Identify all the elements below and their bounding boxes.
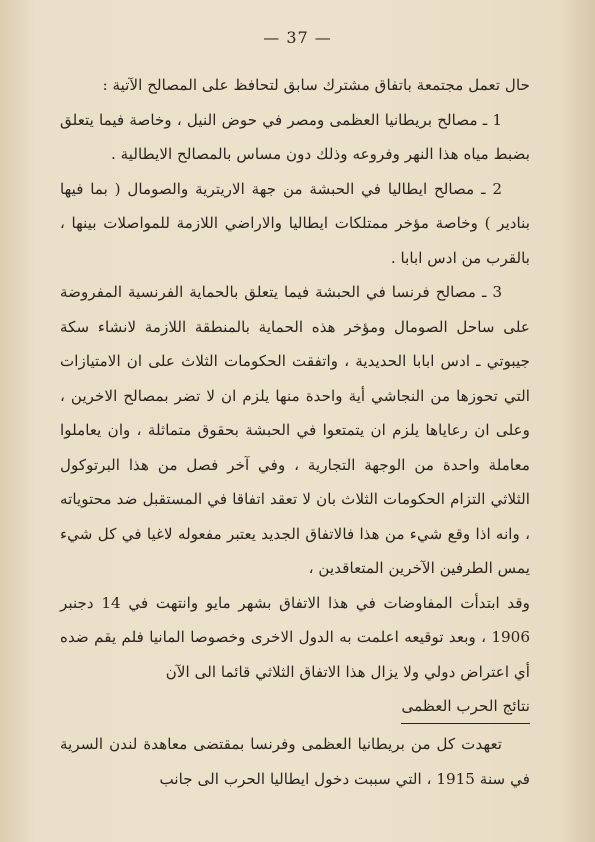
section-heading-wrapper	[60, 689, 530, 727]
section-heading: نتائج الحرب العظمى	[401, 691, 530, 724]
paragraph-closing: تعهدت كل من بريطانيا العظمى وفرنسا بمقتضى معاهدة لندن السرية في سنة 1915 ، التي سببت دخول ايطاليا الحرب الى جانب	[60, 735, 530, 788]
paragraph-item-2: 2 ـ مصالح ايطاليا في الحبشة من جهة الاريترية والصومال ( بما فيها بنادير ) وخاصة مؤخر ممتلكات ايطاليا والاراضي اللازمة للمواصلات بينها ، بالقرب من ادس ابابا .	[60, 179, 530, 267]
page-number: — 37 —	[263, 28, 332, 47]
paragraph-negotiations: وقد ابتدأت المفاوضات في هذا الاتفاق بشهر مايو وانتهت في 14 دجنبر 1906 ، وبعد توقيعه اعلمت به الدول الاخرى وخصوصا المانيا فلم يقم ضده أي اعتراض دولي ولا يزال هذا الاتفاق الثلاثي قائما الى الآن	[60, 593, 530, 681]
page-body	[60, 68, 530, 796]
paragraph-item-3: 3 ـ مصالح فرنسا في الحبشة فيما يتعلق بالحماية الفرنسية المفروضة على ساحل الصومال ومؤخر هذه الحماية بالمنطقة اللازمة لانشاء سكة جيبوتي ـ ادس ابابا الحديدية ، واتفقت الحكومات الثلاث على ان الامتيازات التي تحوزها من النجاشي أية واحدة منها يلزم ان لا تضر بمصالح الاخرين ، وعلى ان رعاياها يلزم ان يتمتعوا في الحبشة بحقوق متماثلة ، وان يعاملوا معاملة واحدة من الوجهة التجارية ، وفي آخر فصل من هذا البرتوكول الثلاثي التزام الحكومات الثلاث بان لا تعقد اتفاقا في المستقبل ضد محتوياته ، وانه اذا وقع شيء من هذا فالاتفاق الجديد يعتبر مفعوله لاغيا في كل شيء يمس الطرفين الآخرين المتعاقدين ،	[60, 283, 530, 577]
paragraph-intro: حال تعمل مجتمعة باتفاق مشترك سابق لتحافظ على المصالح الآتية :	[102, 76, 530, 94]
paragraph-item-1: 1 ـ مصالح بريطانيا العظمى ومصر في حوض النيل ، وخاصة فيما يتعلق بضبط مياه هذا النهر وفروعه وذلك دون مساس بالمصالح الايطالية .	[60, 110, 530, 163]
